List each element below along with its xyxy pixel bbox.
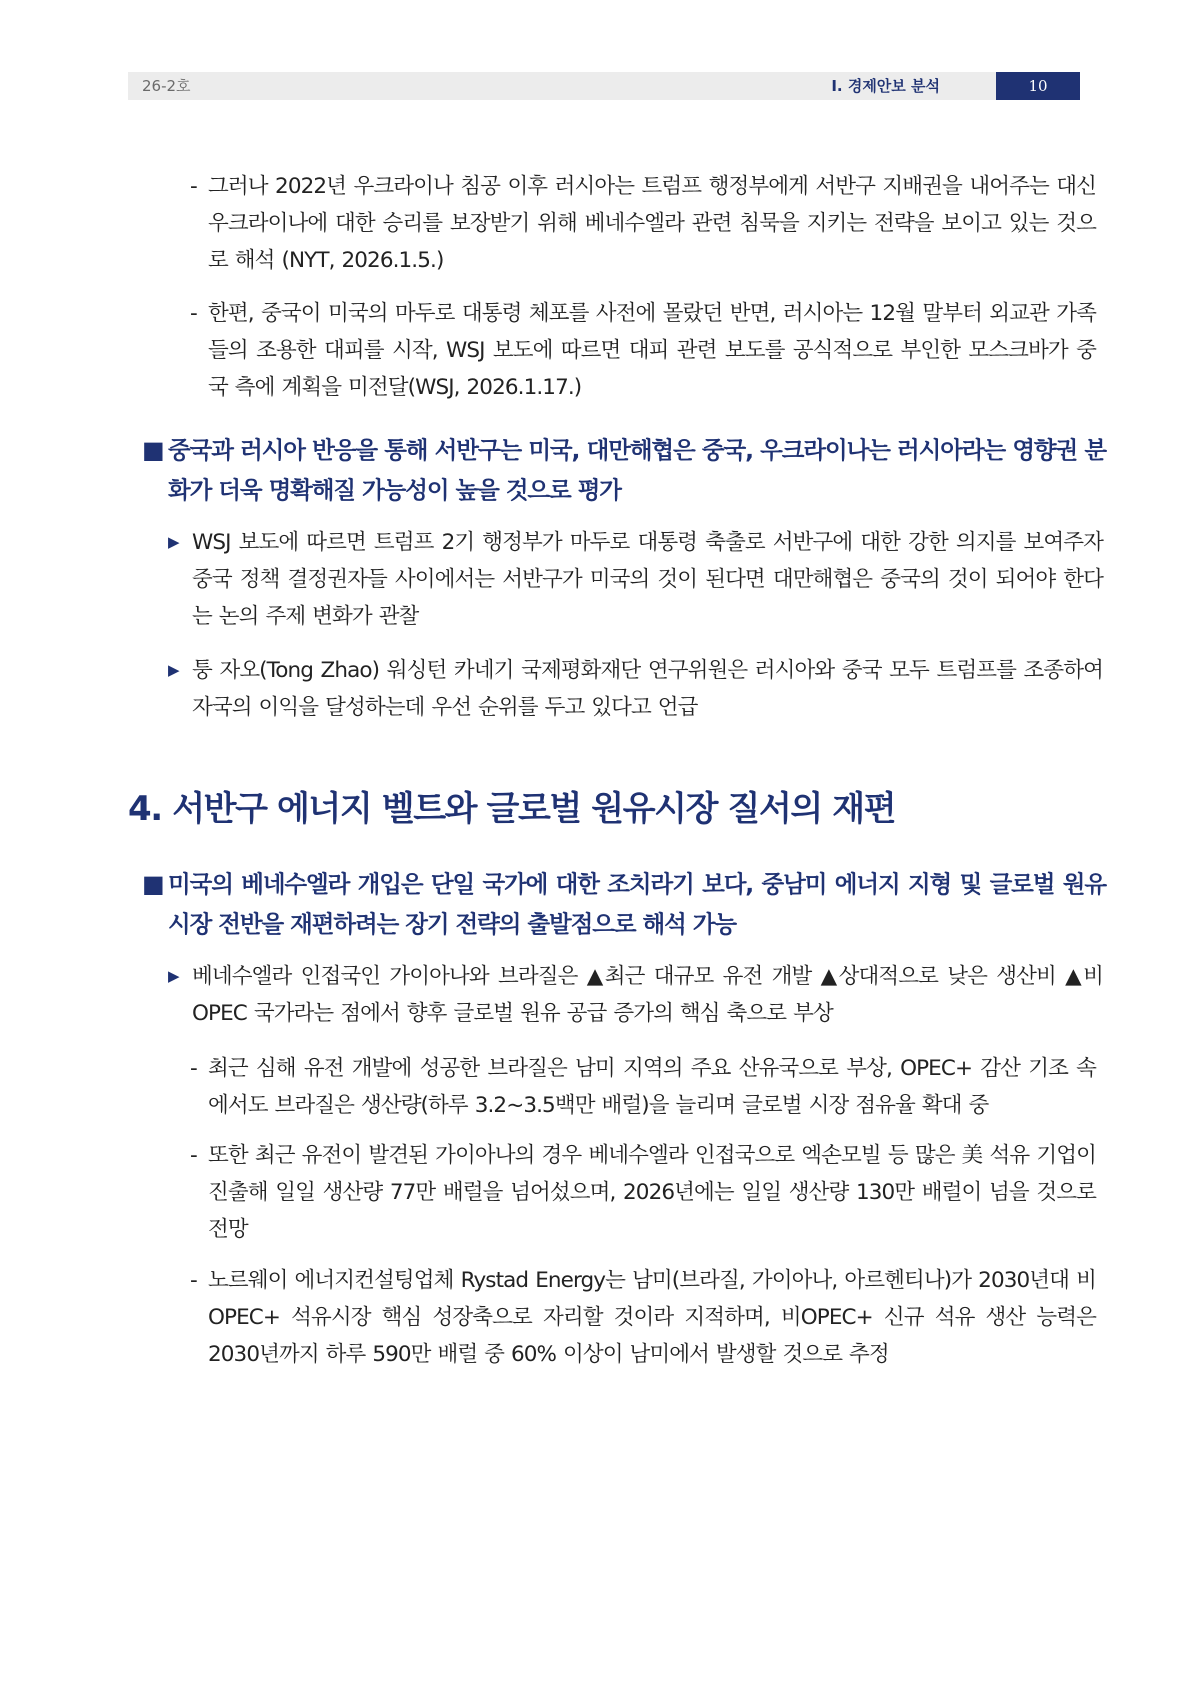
key-point-spheres-of-influence	[142, 430, 1106, 510]
dash-marker: -	[190, 1143, 197, 1168]
dash-paragraph-guyana	[190, 1137, 1096, 1248]
square-bullet-icon: ■	[142, 436, 164, 464]
bullet-text: 베네수엘라 인접국인 가이아나와 브라질은 ▲최근 대규모 유전 개발 ▲상대적으로 낮은 생산비 ▲비OPEC 국가라는 점에서 향후 글로벌 원유 공급 증가의 핵심 축으로 부상	[192, 964, 1103, 1026]
section-title: Ⅰ. 경제안보 분석	[831, 77, 940, 95]
page-header	[128, 72, 1080, 100]
section-heading-4: 4. 서반구 에너지 벨트와 글로벌 원유시장 질서의 재편	[128, 789, 896, 829]
bullet-text: WSJ 보도에 따르면 트럼프 2기 행정부가 마두로 대통령 축출로 서반구에 대한 강한 의지를 보여주자 중국 정책 결정권자들 사이에서는 서반구가 미국의 것이 된다면 대만해협은 중국의 것이 되어야 한다는 논의 주제 변화가 관찰	[192, 530, 1103, 629]
paragraph-text: 또한 최근 유전이 발견된 가이아나의 경우 베네수엘라 인접국으로 엑손모빌 등 많은 美 석유 기업이 진출해 일일 생산량 77만 배럴을 넘어섰으며, 2026년에는 일일 생산량 130만 배럴이 넘을 것으로 전망	[208, 1143, 1096, 1242]
triangle-bullet-icon: ▶	[168, 533, 179, 551]
bullet-text: 퉁 자오(Tong Zhao) 워싱턴 카네기 국제평화재단 연구위원은 러시아와 중국 모두 트럼프를 조종하여 자국의 이익을 달성하는데 우선 순위를 두고 있다고 언급	[192, 658, 1103, 720]
paragraph-text: 노르웨이 에너지컨설팅업체 Rystad Energy는 남미(브라질, 가이아나, 아르헨티나)가 2030년대 비OPEC+ 석유시장 핵심 성장축으로 자리할 것이라 지적하며, 비OPEC+ 신규 석유 생산 능력은 2030년까지 하루 590만 배럴 중 60% 이상이 남미에서 발생할 것으로 추정	[208, 1268, 1096, 1367]
dash-paragraph-evacuation	[190, 295, 1096, 406]
square-bullet-icon: ■	[142, 870, 164, 898]
paragraph-text: 그러나 2022년 우크라이나 침공 이후 러시아는 트럼프 행정부에게 서반구 지배권을 내어주는 대신 우크라이나에 대한 승리를 보장받기 위해 베네수엘라 관련 침묵을 지키는 전략을 보이고 있는 것으로 해석 (NYT, 2026.1.5.)	[208, 174, 1096, 273]
key-point-venezuela-intervention	[142, 864, 1106, 944]
bullet-tong-zhao	[168, 652, 1103, 726]
dash-marker: -	[190, 1268, 197, 1293]
dash-paragraph-brazil	[190, 1050, 1096, 1124]
key-point-text: 중국과 러시아 반응을 통해 서반구는 미국, 대만해협은 중국, 우크라이나는 러시아라는 영향권 분화가 더욱 명확해질 가능성이 높을 것으로 평가	[168, 436, 1106, 504]
issue-number: 26-2호	[142, 77, 191, 95]
dash-paragraph-russia-strategy	[190, 168, 1096, 279]
page-number: 10	[996, 72, 1080, 100]
paragraph-text: 최근 심해 유전 개발에 성공한 브라질은 남미 지역의 주요 산유국으로 부상, OPEC+ 감산 기조 속에서도 브라질은 생산량(하루 3.2~3.5백만 배럴)을 늘리며 글로벌 시장 점유율 확대 중	[208, 1056, 1096, 1118]
triangle-bullet-icon: ▶	[168, 661, 179, 679]
bullet-guyana-brazil	[168, 958, 1103, 1032]
dash-marker: -	[190, 1056, 197, 1081]
dash-marker: -	[190, 301, 197, 326]
key-point-text: 미국의 베네수엘라 개입은 단일 국가에 대한 조치라기 보다, 중남미 에너지 지형 및 글로벌 원유시장 전반을 재편하려는 장기 전략의 출발점으로 해석 가능	[168, 870, 1106, 938]
dash-paragraph-rystad	[190, 1262, 1096, 1373]
dash-marker: -	[190, 174, 197, 199]
paragraph-text: 한편, 중국이 미국의 마두로 대통령 체포를 사전에 몰랐던 반면, 러시아는 12월 말부터 외교관 가족들의 조용한 대피를 시작, WSJ 보도에 따르면 대피 관련 보도를 공식적으로 부인한 모스크바가 중국 측에 계획을 미전달(WSJ, 2026.1.17.)	[208, 301, 1096, 400]
bullet-wsj-report	[168, 524, 1103, 635]
triangle-bullet-icon: ▶	[168, 967, 179, 985]
